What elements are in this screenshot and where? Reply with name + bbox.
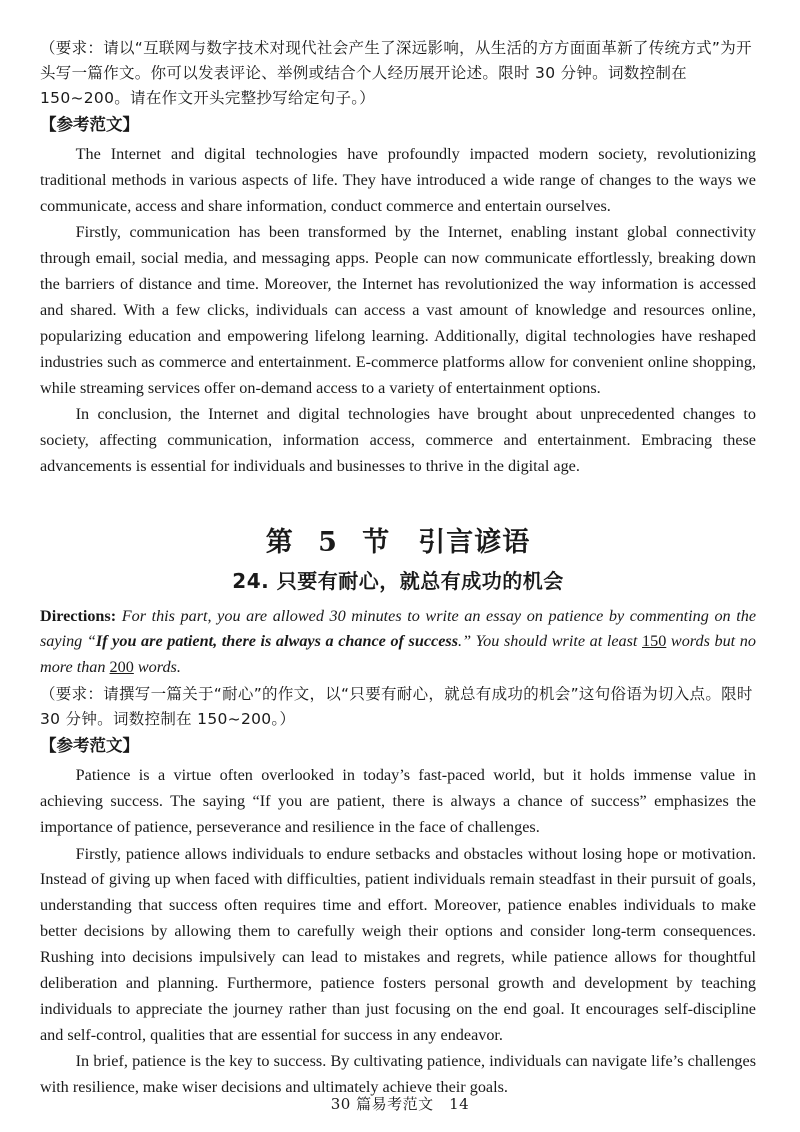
directions-part-1: For this part, you are allowed 30 minutes to write an essay on patience by commenting on the saying “ [40, 606, 756, 651]
directions-colon: : [110, 606, 122, 625]
section-title: 第 5 节 引言谚语 [265, 526, 531, 558]
essay-paragraph: Firstly, patience allows individuals to endure setbacks and obstacles without losing hope or motivation. Instead of giving up when faced with difficulties, patient individuals remain steadfast in their pursuit of goals, understanding that success often requires time and effort. Moreover, patience enables individuals to make better decisions by allowing them to carefully weigh their options and consider long-term consequences. Rushing into decisions impulsively can lead to mistakes and regrets, while patience allows for thoughtful deliberation and planning. Furthermore, patience fosters personal growth and development by teaching individuals to appreciate the journey rather than just focusing on the end goal. It encourages self-discipline and self-control, qualities that are essential for success in any endeavor. [40, 844, 756, 1044]
reference-essay-heading: 【参考范文】 [40, 115, 139, 134]
essay-paragraph: In conclusion, the Internet and digital technologies have brought about unprecedented changes to society, affecting communication, information access, commerce and entertainment. Embracing these advancements is essential for individuals and businesses to thrive in the digital age. [40, 405, 756, 475]
essay-paragraph: In brief, patience is the key to success. By cultivating patience, individuals can navigate life’s challenges with resilience, make wiser decisions and ultimately achieve their goals. [40, 1052, 756, 1097]
directions-part-4: words. [133, 657, 181, 676]
essay-paragraph: Firstly, communication has been transformed by the Internet, enabling instant global connectivity through email, social media, and messaging apps. People can now communicate effortlessly, breaking down the barriers of distance and time. Moreover, the Internet has revolutionized the way information is accessed and shared. With a few clicks, individuals can access a vast amount of knowledge and resources online, popularizing education and empowering lifelong learning. Additionally, digital technologies have reshaped industries such as commerce and entertainment. E-commerce platforms allow for convenient online shopping, while streaming services offer on-demand access to a variety of entertainment options. [40, 223, 756, 397]
directions-text [40, 604, 756, 681]
directions-part-3: words but no more than [40, 632, 756, 676]
requirement-note: （要求：请以“互联网与数字技术对现代社会产生了深远影响，从生活的方方面面革新了传统方式”为开头写一篇作文。你可以发表评论、举例或结合个人经历展开论述。限时 30 分钟。词数控制在 150~200。请在作文开头完整抄写给定句子。） [40, 39, 752, 107]
essay-paragraph: Patience is a virtue often overlooked in today’s fast-paced world, but it holds immense value in achieving success. The saying “If you are patient, there is always a chance of success” emphasizes the importance of patience, perseverance and resilience in the face of challenges. [40, 766, 756, 837]
page-footer: 30 篇易考范文 14 [330, 1095, 470, 1113]
requirement-note: （要求：请撰写一篇关于“耐心”的作文，以“只要有耐心，就总有成功的机会”这句俗语为切入点。限时 30 分钟。词数控制在 150~200。） [40, 685, 753, 729]
document-page [40, 36, 756, 1102]
essay-title: 24. 只要有耐心，就总有成功的机会 [232, 568, 564, 593]
essay-paragraph: The Internet and digital technologies have profoundly impacted modern society, revolutionizing traditional methods in various aspects of life. They have introduced a wide range of changes to the ways we communicate, access and share information, conduct commerce and entertain ourselves. [40, 145, 756, 215]
directions-label: Directions [40, 606, 111, 625]
reference-essay-heading: 【参考范文】 [40, 736, 139, 756]
min-word-count: 150 [642, 632, 667, 651]
max-word-count: 200 [109, 657, 134, 676]
directions-part-2: .” You should write at least [458, 632, 643, 651]
directions-quote: If you are patient, there is always a chance of success [95, 632, 459, 651]
